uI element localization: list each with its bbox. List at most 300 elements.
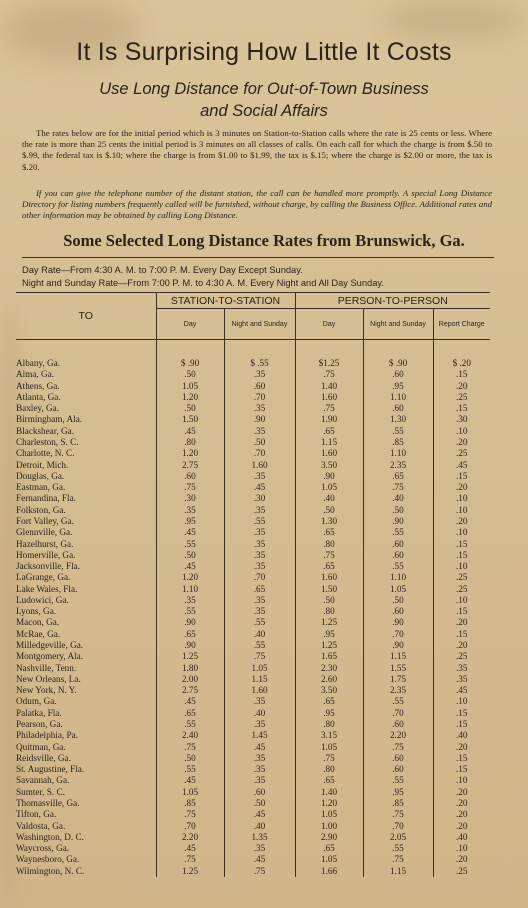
person-day-cell: 1.40	[295, 381, 363, 392]
station-night-cell: 1.45	[224, 730, 295, 741]
person-night-cell: .40	[363, 493, 433, 504]
person-day-cell: 1.05	[295, 809, 363, 820]
table-row	[16, 539, 490, 550]
city-cell: Macon, Ga.	[16, 617, 60, 628]
person-day-cell: 1.25	[295, 640, 363, 651]
city-cell: Atlanta, Ga.	[16, 391, 61, 402]
station-night-cell: .35	[224, 696, 295, 707]
person-day-cell: 1.90	[295, 414, 363, 425]
station-night-cell: .60	[224, 381, 295, 392]
station-night-cell: .45	[224, 482, 295, 493]
table-row	[16, 414, 490, 425]
station-night-cell: .70	[224, 448, 295, 459]
report-charge-header: Report Charge	[433, 309, 490, 340]
station-day-cell: .55	[156, 764, 224, 775]
report-charge-cell: .10	[433, 527, 490, 538]
report-charge-cell: .20	[433, 640, 490, 651]
person-night-cell: 1.15	[363, 651, 433, 662]
table-row	[16, 460, 490, 471]
station-night-cell: 1.60	[224, 685, 295, 696]
person-night-cell: .95	[363, 787, 433, 798]
table-row	[16, 854, 490, 865]
station-day-cell: 1.20	[156, 572, 224, 583]
station-day-cell: .85	[156, 798, 224, 809]
report-charge-cell: .30	[433, 414, 490, 425]
city-cell: New York, N. Y.	[16, 685, 77, 696]
table-row	[16, 584, 490, 595]
person-night-cell: .70	[363, 629, 433, 640]
person-day-cell: 1.60	[295, 572, 363, 583]
station-night-cell: .35	[224, 369, 295, 380]
person-night-cell: .50	[363, 505, 433, 516]
station-day-cell: .50	[156, 753, 224, 764]
report-charge-cell: .15	[433, 471, 490, 482]
station-night-cell: .55	[224, 617, 295, 628]
station-to-station-header: STATION-TO-STATION	[156, 293, 295, 309]
table-row	[16, 572, 490, 583]
city-cell: Charleston, S. C.	[16, 436, 79, 447]
city-cell: Alma, Ga.	[16, 369, 55, 380]
station-day-cell: 1.80	[156, 663, 224, 674]
station-night-cell: .45	[224, 742, 295, 753]
report-charge-cell: .20	[433, 617, 490, 628]
station-day-cell: .75	[156, 742, 224, 753]
city-cell: Charlotte, N. C.	[16, 448, 75, 459]
table-row	[16, 809, 490, 820]
person-day-cell: 1.20	[295, 798, 363, 809]
city-cell: Ludowici, Ga.	[16, 594, 69, 605]
person-night-cell: .60	[363, 606, 433, 617]
person-day-cell: 1.50	[295, 584, 363, 595]
rates-table-body	[16, 340, 490, 877]
person-night-cell: 1.55	[363, 663, 433, 674]
station-night-cell: .30	[224, 493, 295, 504]
city-cell: Odum, Ga.	[16, 696, 57, 707]
station-night-cell: .35	[224, 775, 295, 786]
station-night-cell: .70	[224, 392, 295, 403]
city-cell: Lake Wales, Fla.	[16, 583, 78, 594]
table-row	[16, 606, 490, 617]
table-row	[16, 821, 490, 832]
station-day-cell: 2.00	[156, 674, 224, 685]
report-charge-cell: .25	[433, 651, 490, 662]
city-cell: Palatka, Fla.	[16, 707, 62, 718]
table-row	[16, 730, 490, 741]
station-night-cell: .35	[224, 843, 295, 854]
table-row	[16, 403, 490, 414]
station-day-cell: .75	[156, 482, 224, 493]
person-night-cell: 1.10	[363, 392, 433, 403]
person-day-cell: .65	[295, 527, 363, 538]
report-charge-cell: .20	[433, 798, 490, 809]
station-night-cell: .50	[224, 798, 295, 809]
city-cell: Wilmington, N. C.	[16, 865, 85, 876]
person-night-cell: .55	[363, 696, 433, 707]
table-row	[16, 798, 490, 809]
station-night-cell: .55	[224, 516, 295, 527]
report-charge-cell: .20	[433, 821, 490, 832]
city-cell: Birmingham, Ala.	[16, 414, 83, 425]
station-night-cell: .35	[224, 561, 295, 572]
person-night-cell: .85	[363, 437, 433, 448]
station-night-cell: 1.60	[224, 460, 295, 471]
report-charge-cell: .15	[433, 539, 490, 550]
report-charge-cell: .25	[433, 448, 490, 459]
person-night-cell: .50	[363, 595, 433, 606]
table-spacer-row	[16, 340, 490, 359]
station-day-cell: .75	[156, 809, 224, 820]
person-day-cell: 1.05	[295, 742, 363, 753]
station-day-cell: .50	[156, 550, 224, 561]
station-night-header: Night and Sunday	[224, 309, 295, 340]
person-day-header: Day	[295, 309, 363, 340]
table-row	[16, 674, 490, 685]
person-night-cell: .60	[363, 550, 433, 561]
report-charge-cell: .10	[433, 426, 490, 437]
table-row	[16, 358, 490, 369]
station-night-cell: .35	[224, 753, 295, 764]
report-charge-cell: .10	[433, 595, 490, 606]
person-day-cell: .65	[295, 696, 363, 707]
person-day-cell: 3.50	[295, 685, 363, 696]
city-cell: Montgomery, Ala.	[16, 651, 84, 662]
city-cell: Waynesboro, Ga.	[16, 854, 80, 865]
person-day-cell: .75	[295, 550, 363, 561]
person-night-cell: .70	[363, 708, 433, 719]
person-night-cell: .90	[363, 640, 433, 651]
station-day-cell: .70	[156, 821, 224, 832]
station-day-cell: 1.25	[156, 651, 224, 662]
city-cell: Nashville, Tenn.	[16, 662, 77, 673]
report-charge-cell: .20	[433, 381, 490, 392]
station-night-cell: .90	[224, 414, 295, 425]
report-charge-cell: .45	[433, 460, 490, 471]
person-day-cell: 1.60	[295, 392, 363, 403]
station-night-cell: .55	[224, 640, 295, 651]
table-row	[16, 787, 490, 798]
night-rate-text: Night and Sunday Rate—From 7:00 P. M. to 4:30 A. M. Every Night and All Day Sunday.	[22, 278, 384, 288]
station-day-cell: .45	[156, 696, 224, 707]
city-cell: St. Augustine, Fla.	[16, 764, 85, 775]
person-day-cell: .50	[295, 505, 363, 516]
table-row	[16, 742, 490, 753]
station-night-cell: 1.15	[224, 674, 295, 685]
station-day-cell: 1.05	[156, 381, 224, 392]
report-charge-cell: .10	[433, 843, 490, 854]
person-day-cell: .65	[295, 843, 363, 854]
person-night-cell: .55	[363, 561, 433, 572]
table-row	[16, 392, 490, 403]
station-day-cell: 1.20	[156, 448, 224, 459]
city-cell: Waycross, Ga.	[16, 843, 70, 854]
person-day-cell: .80	[295, 764, 363, 775]
person-day-cell: .65	[295, 561, 363, 572]
person-day-cell: .80	[295, 719, 363, 730]
person-night-cell: 1.10	[363, 572, 433, 583]
table-row	[16, 595, 490, 606]
table-row	[16, 617, 490, 628]
station-day-cell: .45	[156, 561, 224, 572]
report-charge-cell: .10	[433, 696, 490, 707]
person-day-cell: .75	[295, 403, 363, 414]
station-day-cell: .55	[156, 539, 224, 550]
city-cell: Jacksonville, Fla.	[16, 561, 81, 572]
station-night-cell: .35	[224, 764, 295, 775]
person-night-cell: 1.75	[363, 674, 433, 685]
person-day-cell: 1.40	[295, 787, 363, 798]
station-day-cell: .30	[156, 493, 224, 504]
person-day-cell: .40	[295, 493, 363, 504]
person-day-cell: 1.65	[295, 651, 363, 662]
city-cell: Detroit, Mich.	[16, 459, 69, 470]
person-night-cell: .60	[363, 764, 433, 775]
rates-paragraph: The rates below are for the initial period which is 3 minutes on Station-to-Station calls where the rate is 25 cents or less. Where the rate is more than 25 cents the initial period is 3 minutes on all classes of calls. On each call for which the charge is from $.50 to $.99, the federal tax is $.10; where the charge is from $1.00 to $1.99, the tax is $.15; where the charge is $2.00 or more, the tax is $.20.	[22, 128, 492, 172]
paper-stain	[380, 0, 528, 40]
report-charge-cell: .10	[433, 775, 490, 786]
station-night-cell: .45	[224, 854, 295, 865]
station-day-cell: 1.10	[156, 584, 224, 595]
person-day-cell: .90	[295, 471, 363, 482]
table-row	[16, 663, 490, 674]
station-day-cell: .45	[156, 775, 224, 786]
day-rate-text: Day Rate—From 4:30 A. M. to 7:00 P. M. Every Day Except Sunday.	[22, 265, 303, 275]
table-row	[16, 482, 490, 493]
station-night-cell: .35	[224, 426, 295, 437]
report-charge-cell: .15	[433, 764, 490, 775]
subtitle-line-2: and Social Affairs	[200, 102, 328, 120]
city-cell: Sumter, S. C.	[16, 786, 65, 797]
report-charge-cell: .15	[433, 708, 490, 719]
table-row	[16, 550, 490, 561]
table-row	[16, 640, 490, 651]
person-night-cell: .85	[363, 798, 433, 809]
table-row	[16, 708, 490, 719]
table-row	[16, 369, 490, 380]
report-charge-cell: .20	[433, 742, 490, 753]
table-row	[16, 505, 490, 516]
person-day-cell: 1.25	[295, 617, 363, 628]
city-cell: Athens, Ga.	[16, 380, 60, 391]
table-row	[16, 685, 490, 696]
report-charge-cell: .15	[433, 629, 490, 640]
station-night-cell: .35	[224, 527, 295, 538]
city-cell: Washington, D. C.	[16, 831, 84, 842]
city-cell: Thomasville, Ga.	[16, 797, 80, 808]
station-night-cell: .35	[224, 550, 295, 561]
station-night-cell: .35	[224, 606, 295, 617]
table-row	[16, 775, 490, 786]
report-charge-cell: .10	[433, 561, 490, 572]
rates-table	[16, 292, 490, 877]
station-day-header: Day	[156, 309, 224, 340]
table-row	[16, 696, 490, 707]
city-cell: Homerville, Ga.	[16, 549, 76, 560]
person-day-cell: 1.05	[295, 854, 363, 865]
report-charge-cell: .15	[433, 369, 490, 380]
station-night-cell: .50	[224, 437, 295, 448]
person-night-header: Night and Sunday	[363, 309, 433, 340]
person-day-cell: .50	[295, 595, 363, 606]
table-row	[16, 629, 490, 640]
station-night-cell: .40	[224, 629, 295, 640]
station-day-cell: 1.05	[156, 787, 224, 798]
person-night-cell: .60	[363, 753, 433, 764]
station-night-cell: 1.05	[224, 663, 295, 674]
station-night-cell: .45	[224, 809, 295, 820]
person-night-cell: .70	[363, 821, 433, 832]
report-charge-cell: .10	[433, 493, 490, 504]
station-day-cell: 2.20	[156, 832, 224, 843]
city-cell: Philadelphia, Pa.	[16, 730, 79, 741]
city-cell: Eastman, Ga.	[16, 482, 66, 493]
report-charge-cell: .35	[433, 663, 490, 674]
station-day-cell: .90	[156, 617, 224, 628]
station-day-cell: 1.50	[156, 414, 224, 425]
person-day-cell: 2.90	[295, 832, 363, 843]
station-day-cell: .80	[156, 437, 224, 448]
station-night-cell: .35	[224, 505, 295, 516]
person-day-cell: 1.00	[295, 821, 363, 832]
station-night-cell: .35	[224, 539, 295, 550]
person-to-person-header: PERSON-TO-PERSON	[295, 293, 490, 309]
table-row	[16, 381, 490, 392]
station-night-cell: .35	[224, 719, 295, 730]
table-row	[16, 493, 490, 504]
person-night-cell: .60	[363, 539, 433, 550]
station-night-cell: .40	[224, 708, 295, 719]
person-night-cell: 2.35	[363, 460, 433, 471]
city-cell: Douglas, Ga.	[16, 470, 65, 481]
station-day-cell: .45	[156, 426, 224, 437]
page-title: It Is Surprising How Little It Costs	[76, 38, 452, 66]
rates-heading: Some Selected Long Distance Rates from Brunswick, Ga.	[63, 231, 465, 250]
station-night-cell: 1.35	[224, 832, 295, 843]
person-day-cell: $1.25	[295, 358, 363, 369]
city-cell: New Orleans, La.	[16, 673, 81, 684]
person-day-cell: .80	[295, 539, 363, 550]
person-night-cell: 1.30	[363, 414, 433, 425]
station-night-cell: .35	[224, 471, 295, 482]
report-charge-cell: .25	[433, 572, 490, 583]
station-day-cell: .50	[156, 403, 224, 414]
person-day-cell: 2.30	[295, 663, 363, 674]
person-day-cell: .75	[295, 369, 363, 380]
station-night-cell: .75	[224, 651, 295, 662]
person-day-cell: .75	[295, 753, 363, 764]
person-night-cell: .95	[363, 381, 433, 392]
person-day-cell: .95	[295, 629, 363, 640]
city-cell: Milledgeville, Ga.	[16, 640, 84, 651]
city-cell: Glennville, Ga.	[16, 527, 73, 538]
city-cell: Folkston, Ga.	[16, 504, 66, 515]
station-day-cell: .55	[156, 719, 224, 730]
station-night-cell: .65	[224, 584, 295, 595]
person-day-cell: 1.15	[295, 437, 363, 448]
report-charge-cell: .20	[433, 482, 490, 493]
subtitle-line-1: Use Long Distance for Out-of-Town Business	[99, 80, 429, 98]
table-row	[16, 753, 490, 764]
person-night-cell: .55	[363, 843, 433, 854]
person-night-cell: .60	[363, 369, 433, 380]
person-night-cell: .60	[363, 403, 433, 414]
station-day-cell: .60	[156, 471, 224, 482]
table-row	[16, 843, 490, 854]
person-night-cell: 2.20	[363, 730, 433, 741]
person-night-cell: .75	[363, 854, 433, 865]
person-night-cell: $ .90	[363, 358, 433, 369]
city-cell: Reidsville, Ga.	[16, 752, 71, 763]
table-row	[16, 516, 490, 527]
station-day-cell: 1.25	[156, 866, 224, 877]
person-day-cell: .80	[295, 606, 363, 617]
person-night-cell: .55	[363, 426, 433, 437]
person-night-cell: .90	[363, 516, 433, 527]
station-day-cell: .45	[156, 843, 224, 854]
report-charge-cell: .25	[433, 392, 490, 403]
report-charge-cell: .15	[433, 550, 490, 561]
person-night-cell: 1.15	[363, 866, 433, 877]
person-night-cell: .75	[363, 482, 433, 493]
person-day-cell: 3.50	[295, 460, 363, 471]
report-charge-cell: .35	[433, 674, 490, 685]
table-row	[16, 866, 490, 877]
city-cell: Fort Valley, Ga.	[16, 515, 74, 526]
city-cell: Hazelhurst, Ga.	[16, 538, 74, 549]
report-charge-cell: .45	[433, 685, 490, 696]
report-charge-cell: .15	[433, 606, 490, 617]
station-day-cell: .45	[156, 527, 224, 538]
report-charge-cell: .40	[433, 730, 490, 741]
station-day-cell: .35	[156, 595, 224, 606]
city-cell: LaGrange, Ga.	[16, 572, 71, 583]
person-night-cell: .55	[363, 527, 433, 538]
to-header: TO	[16, 293, 156, 340]
person-day-cell: 1.60	[295, 448, 363, 459]
station-day-cell: 2.40	[156, 730, 224, 741]
report-charge-cell: .20	[433, 809, 490, 820]
city-cell: Fernandina, Fla.	[16, 493, 76, 504]
city-cell: Pearson, Ga.	[16, 719, 63, 729]
city-cell: McRae, Ga.	[16, 628, 61, 639]
person-night-cell: .65	[363, 471, 433, 482]
station-night-cell: .60	[224, 787, 295, 798]
report-charge-cell: .15	[433, 719, 490, 730]
city-cell: Blackshear, Ga.	[16, 425, 75, 436]
person-night-cell: 1.05	[363, 584, 433, 595]
report-charge-cell: .25	[433, 584, 490, 595]
city-cell: Savannah, Ga.	[16, 775, 70, 786]
station-night-cell: $ .55	[224, 358, 295, 369]
person-night-cell: .60	[363, 719, 433, 730]
city-cell: Baxley, Ga.	[16, 403, 60, 414]
person-night-cell: .55	[363, 775, 433, 786]
report-charge-cell: .25	[433, 866, 490, 877]
table-row	[16, 561, 490, 572]
person-day-cell: .95	[295, 708, 363, 719]
person-night-cell: 2.05	[363, 832, 433, 843]
table-row	[16, 832, 490, 843]
table-row	[16, 471, 490, 482]
person-day-cell: 1.30	[295, 516, 363, 527]
station-day-cell: .55	[156, 606, 224, 617]
report-charge-cell: .10	[433, 505, 490, 516]
person-day-cell: .65	[295, 426, 363, 437]
station-day-cell: 2.75	[156, 685, 224, 696]
person-day-cell: 2.60	[295, 674, 363, 685]
report-charge-cell: .40	[433, 832, 490, 843]
station-night-cell: .70	[224, 572, 295, 583]
station-day-cell: .95	[156, 516, 224, 527]
